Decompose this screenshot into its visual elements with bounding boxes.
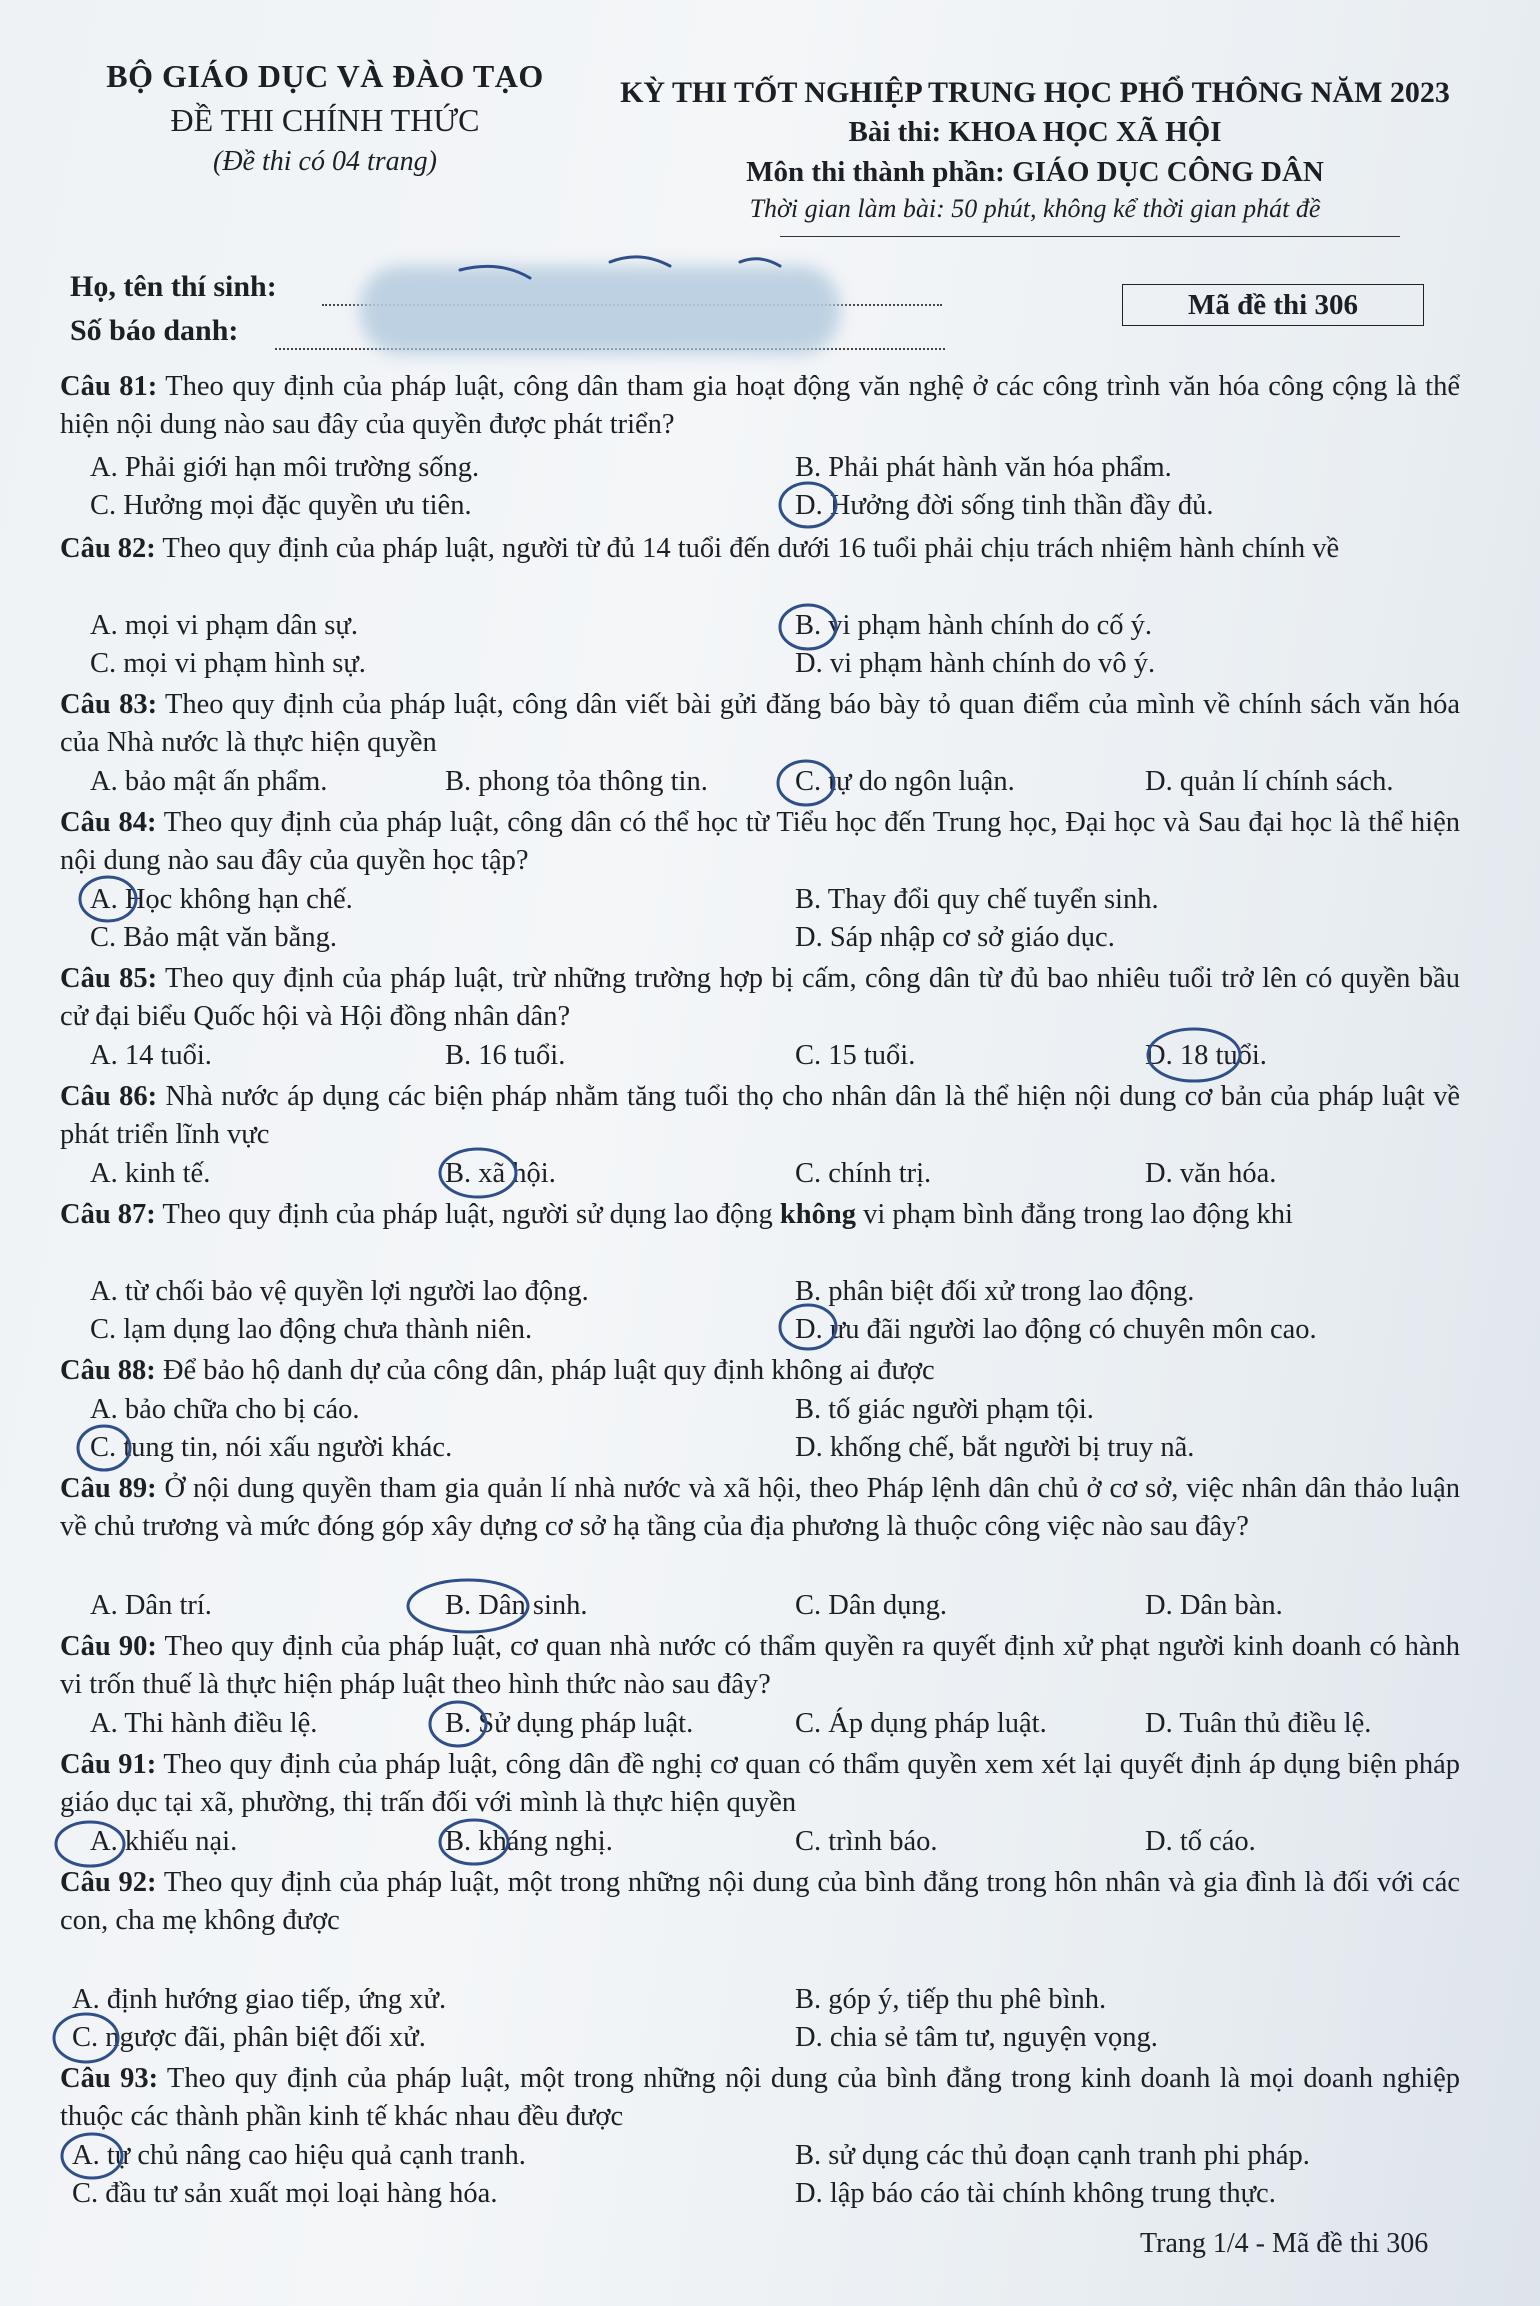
q86-option-a[interactable]: A. kinh tế. [90,1158,211,1189]
question-83: Câu 83: Theo quy định của pháp luật, công dân viết bài gửi đăng báo bày tỏ quan điểm của mình về chính sách văn hóa của Nhà nước là thực hiện quyền [60,689,1460,758]
page-footer: Trang 1/4 - Mã đề thi 306 [1140,2228,1429,2259]
q84-option-d[interactable]: D. Sáp nhập cơ sở giáo dục. [795,922,1115,953]
q93-option-d[interactable]: D. lập báo cáo tài chính không trung thực. [795,2178,1276,2209]
q81-option-b[interactable]: B. Phải phát hành văn hóa phẩm. [795,452,1172,483]
question-90: Câu 90: Theo quy định của pháp luật, cơ quan nhà nước có thẩm quyền ra quyết định xử phạt người kinh doanh có hành vi trốn thuế là thực hiện pháp luật theo hình thức nào sau đây? [60,1631,1460,1700]
q81-option-a[interactable]: A. Phải giới hạn môi trường sống. [90,452,480,483]
q87-option-c[interactable]: C. lạm dụng lao động chưa thành niên. [90,1314,533,1345]
pen-scribble-header [460,257,780,278]
q88-option-d[interactable]: D. khống chế, bắt người bị truy nã. [795,1432,1195,1463]
q89-option-c[interactable]: C. Dân dụng. [795,1590,947,1621]
q89-option-d[interactable]: D. Dân bàn. [1145,1590,1283,1621]
exam-title: KỲ THI TỐT NGHIỆP TRUNG HỌC PHỔ THÔNG NĂM 2023 [620,76,1450,109]
pen-circle-q86 [440,1149,516,1197]
question-91: Câu 91: Theo quy định của pháp luật, công dân đề nghị cơ quan có thẩm quyền xem xét lại quyết định áp dụng biện pháp giáo dục tại xã, phường, thị trấn đối với mình là thực hiện quyền [60,1749,1460,1818]
q90-option-d[interactable]: D. Tuân thủ điều lệ. [1145,1708,1372,1739]
q93-option-a[interactable]: A. tự chủ nâng cao hiệu quả cạnh tranh. [72,2140,526,2171]
q91-option-b[interactable]: B. kháng nghị. [445,1826,613,1857]
exam-code-box: Mã đề thi 306 [1122,284,1424,326]
q82-option-b[interactable]: B. vi phạm hành chính do cố ý. [795,610,1152,641]
q85-option-d[interactable]: D. 18 tuổi. [1145,1040,1267,1071]
q83-option-a[interactable]: A. bảo mật ấn phẩm. [90,766,328,797]
pen-circle-q82 [780,605,836,649]
q90-option-a[interactable]: A. Thi hành điều lệ. [90,1708,318,1739]
q90-option-b[interactable]: B. Sử dụng pháp luật. [445,1708,694,1739]
q86-option-b[interactable]: B. xã hội. [445,1158,556,1189]
q86-option-d[interactable]: D. văn hóa. [1145,1158,1277,1189]
q82-option-c[interactable]: C. mọi vi phạm hình sự. [90,648,366,679]
pen-circle-q81 [780,483,836,527]
pen-circle-q83 [778,761,834,805]
question-84: Câu 84: Theo quy định của pháp luật, công dân có thể học từ Tiểu học đến Trung học, Đại học và Sau đại học là thể hiện nội dung nào sau đây của quyền học tập? [60,807,1460,876]
q82-option-d[interactable]: D. vi phạm hành chính do vô ý. [795,648,1156,679]
q92-option-a[interactable]: A. định hướng giao tiếp, ứng xử. [72,1984,447,2015]
question-87: Câu 87: Theo quy định của pháp luật, người sử dụng lao động không vi phạm bình đẳng trong lao động khi [60,1199,1293,1230]
q88-option-a[interactable]: A. bảo chữa cho bị cáo. [90,1394,360,1425]
pen-circle-q88 [78,1426,130,1470]
q84-option-a[interactable]: A. Học không hạn chế. [90,884,353,915]
q89-option-b[interactable]: B. Dân sinh. [445,1590,588,1621]
pen-circle-q87 [780,1305,836,1349]
question-85: Câu 85: Theo quy định của pháp luật, trừ những trường hợp bị cấm, công dân từ đủ bao nhiêu tuổi trở lên có quyền bầu cử đại biểu Quốc hội và Hội đồng nhân dân? [60,963,1460,1032]
q84-option-c[interactable]: C. Bảo mật văn bằng. [90,922,337,953]
q82-option-a[interactable]: A. mọi vi phạm dân sự. [90,610,358,641]
pen-circle-q89 [408,1580,528,1632]
q91-option-c[interactable]: C. trình báo. [795,1826,938,1857]
q86-option-c[interactable]: C. chính trị. [795,1158,932,1189]
q83-option-d[interactable]: D. quản lí chính sách. [1145,766,1394,797]
q83-option-b[interactable]: B. phong tỏa thông tin. [445,766,708,797]
q88-option-c[interactable]: C. tung tin, nói xấu người khác. [90,1432,453,1463]
q92-option-d[interactable]: D. chia sẻ tâm tư, nguyện vọng. [795,2022,1158,2053]
official-label: ĐỀ THI CHÍNH THỨC [170,102,480,138]
question-92: Câu 92: Theo quy định của pháp luật, một trong những nội dung của bình đẳng trong hôn nhân và gia đình là đối với các con, cha mẹ không được [60,1867,1460,1936]
pen-circle-q90 [430,1702,486,1746]
q91-option-d[interactable]: D. tố cáo. [1145,1826,1256,1857]
q88-option-b[interactable]: B. tố giác người phạm tội. [795,1394,1094,1425]
time-note: Thời gian làm bài: 50 phút, không kể thời gian phát đề [749,194,1321,223]
q90-option-c[interactable]: C. Áp dụng pháp luật. [795,1708,1047,1739]
q87-option-a[interactable]: A. từ chối bảo vệ quyền lợi người lao động. [90,1276,589,1307]
q93-option-b[interactable]: B. sử dụng các thủ đoạn cạnh tranh phi pháp. [795,2140,1310,2171]
q87-option-d[interactable]: D. ưu đãi người lao động có chuyên môn cao. [795,1314,1317,1345]
q89-option-a[interactable]: A. Dân trí. [90,1590,212,1621]
pen-circle-q93 [62,2134,122,2178]
q83-option-c[interactable]: C. tự do ngôn luận. [795,766,1015,797]
question-89: Câu 89: Ở nội dung quyền tham gia quản lí nhà nước và xã hội, theo Pháp lệnh dân chủ ở cơ sở, việc nhân dân thảo luận về chủ trương và mức đóng góp xây dựng cơ sở hạ tầng của địa phương là thuộc công việc nào sau đây? [60,1473,1460,1542]
q91-option-a[interactable]: A. khiếu nại. [90,1826,238,1857]
candidate-name-label: Họ, tên thí sinh: [70,270,277,303]
q93-option-c[interactable]: C. đầu tư sản xuất mọi loại hàng hóa. [72,2178,498,2209]
pen-circle-q92 [54,2014,118,2062]
pages-note: (Đề thi có 04 trang) [213,146,437,177]
q85-option-c[interactable]: C. 15 tuổi. [795,1040,916,1071]
question-81: Câu 81: Theo quy định của pháp luật, công dân tham gia hoạt động văn nghệ ở các công trình văn hóa công cộng là thể hiện nội dung nào sau đây của quyền được phát triển? [60,371,1460,440]
pen-circle-q84 [80,877,136,921]
q81-option-c[interactable]: C. Hưởng mọi đặc quyền ưu tiên. [90,490,472,521]
q81-option-d[interactable]: D. Hưởng đời sống tinh thần đầy đủ. [795,490,1214,521]
pen-circle-q85 [1148,1029,1240,1081]
q85-option-a[interactable]: A. 14 tuổi. [90,1040,212,1071]
pen-circle-q91b [440,1820,508,1864]
question-86: Câu 86: Nhà nước áp dụng các biện pháp nhằm tăng tuổi thọ cho nhân dân là thể hiện nội dung cơ bản của pháp luật về phát triển lĩnh vực [60,1081,1460,1150]
q85-option-b[interactable]: B. 16 tuổi. [445,1040,566,1071]
component-title: Môn thi thành phần: GIÁO DỤC CÔNG DÂN [746,156,1324,188]
q84-option-b[interactable]: B. Thay đổi quy chế tuyển sinh. [795,884,1159,915]
question-88: Câu 88: Để bảo hộ danh dự của công dân, pháp luật quy định không ai được [60,1355,935,1386]
q87-option-b[interactable]: B. phân biệt đối xử trong lao động. [795,1276,1195,1307]
ministry-name: BỘ GIÁO DỤC VÀ ĐÀO TẠO [106,58,544,94]
candidate-id-label: Số báo danh: [70,314,239,347]
question-93: Câu 93: Theo quy định của pháp luật, một trong những nội dung của bình đẳng trong kinh doanh là mọi doanh nghiệp thuộc các thành phần kinh tế khác nhau đều được [60,2063,1460,2132]
q92-option-b[interactable]: B. góp ý, tiếp thu phê bình. [795,1984,1107,2015]
pen-circle-q91a [56,1822,124,1866]
subject-title: Bài thi: KHOA HỌC XÃ HỘI [848,116,1222,148]
question-82: Câu 82: Theo quy định của pháp luật, người từ đủ 14 tuổi đến dưới 16 tuổi phải chịu trách nhiệm hành chính về [60,533,1340,564]
q92-option-c[interactable]: C. ngược đãi, phân biệt đối xử. [72,2022,426,2053]
